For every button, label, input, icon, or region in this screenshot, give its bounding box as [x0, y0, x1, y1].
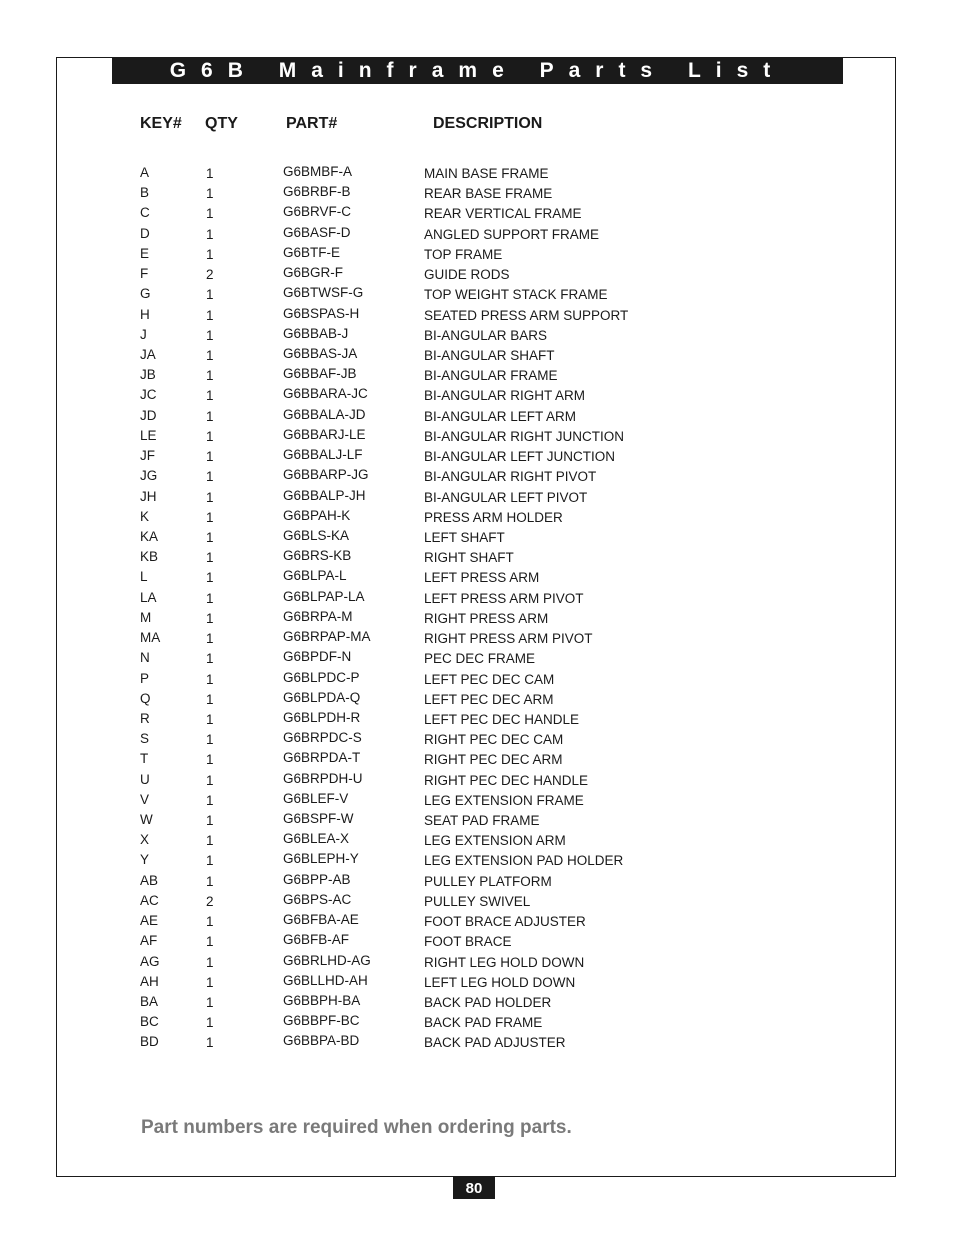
- key-cell: P: [140, 670, 150, 686]
- key-cell: Q: [140, 690, 151, 706]
- qty-cell: 1: [206, 368, 214, 384]
- key-cell: AE: [140, 913, 159, 929]
- description-cell: RIGHT PRESS ARM: [424, 610, 549, 626]
- part-number-cell: G6BRPDH-U: [283, 770, 363, 786]
- header-description: DESCRIPTION: [433, 115, 543, 132]
- qty-cell: 1: [206, 954, 214, 970]
- qty-cell: 1: [206, 711, 214, 727]
- table-row: [0, 508, 954, 528]
- description-cell: TOP WEIGHT STACK FRAME: [424, 287, 608, 303]
- description-cell: PEC DEC FRAME: [424, 651, 536, 667]
- table-row: [0, 225, 954, 245]
- description-cell: SEAT PAD FRAME: [424, 813, 540, 829]
- description-cell: LEFT PRESS ARM: [424, 570, 540, 586]
- part-number-cell: G6BLPDC-P: [283, 669, 360, 685]
- qty-cell: 1: [206, 590, 214, 606]
- description-cell: BI-ANGULAR RIGHT ARM: [424, 388, 586, 404]
- part-number-cell: G6BSPF-W: [283, 811, 354, 827]
- part-number-cell: G6BBAB-J: [283, 325, 349, 341]
- qty-cell: 1: [206, 671, 214, 687]
- part-number-cell: G6BLPDH-R: [283, 709, 361, 725]
- qty-cell: 1: [206, 550, 214, 566]
- key-cell: AC: [140, 892, 159, 908]
- key-cell: G: [140, 286, 151, 302]
- description-cell: BI-ANGULAR BARS: [424, 327, 548, 343]
- table-row: [0, 184, 954, 204]
- description-cell: LEFT PEC DEC ARM: [424, 691, 554, 707]
- table-row: [0, 285, 954, 305]
- qty-cell: 1: [206, 408, 214, 424]
- part-number-cell: G6BGR-F: [283, 265, 344, 281]
- key-cell: JF: [140, 448, 155, 464]
- table-row: [0, 386, 954, 406]
- description-cell: LEFT PRESS ARM PIVOT: [424, 590, 584, 606]
- table-row: [0, 649, 954, 669]
- table-row: [0, 851, 954, 871]
- qty-cell: 1: [206, 166, 214, 181]
- table-row: [0, 204, 954, 224]
- description-cell: LEFT PEC DEC CAM: [424, 671, 555, 687]
- qty-cell: 1: [206, 934, 214, 950]
- table-row: [0, 670, 954, 690]
- table-row: [0, 629, 954, 649]
- key-cell: X: [140, 832, 150, 848]
- table-row: [0, 265, 954, 285]
- qty-cell: 1: [206, 651, 214, 667]
- description-cell: RIGHT PRESS ARM PIVOT: [424, 631, 593, 647]
- qty-cell: 1: [206, 307, 214, 323]
- qty-cell: 1: [206, 792, 214, 808]
- table-row: [0, 710, 954, 730]
- table-row: [0, 690, 954, 710]
- qty-cell: 1: [206, 570, 214, 586]
- table-row: [0, 548, 954, 568]
- key-cell: J: [140, 326, 147, 342]
- part-number-cell: G6BSPAS-H: [283, 305, 360, 321]
- key-cell: U: [140, 771, 150, 787]
- part-number-cell: G6BLEPH-Y: [283, 851, 359, 867]
- part-number-cell: G6BBALA-JD: [283, 406, 366, 422]
- table-row: [0, 892, 954, 912]
- description-cell: LEFT LEG HOLD DOWN: [424, 974, 576, 990]
- part-number-cell: G6BTWSF-G: [283, 285, 364, 301]
- qty-cell: 1: [206, 1035, 214, 1051]
- qty-cell: 2: [206, 893, 214, 909]
- table-row: [0, 447, 954, 467]
- qty-cell: 1: [206, 631, 214, 647]
- description-cell: BI-ANGULAR SHAFT: [424, 347, 555, 363]
- qty-cell: 1: [206, 833, 214, 849]
- part-number-cell: G6BRVF-C: [283, 204, 352, 220]
- description-cell: LEG EXTENSION FRAME: [424, 792, 584, 808]
- key-cell: W: [140, 812, 153, 828]
- table-row: [0, 953, 954, 973]
- qty-cell: 1: [206, 529, 214, 545]
- key-cell: JG: [140, 468, 158, 484]
- key-cell: LE: [140, 427, 157, 443]
- description-cell: LEFT PEC DEC HANDLE: [424, 711, 580, 727]
- qty-cell: 1: [206, 914, 214, 930]
- table-row: [0, 609, 954, 629]
- description-cell: RIGHT PEC DEC HANDLE: [424, 772, 589, 788]
- description-cell: LEFT SHAFT: [424, 529, 505, 545]
- part-number-cell: G6BFBA-AE: [283, 912, 359, 928]
- key-cell: V: [140, 791, 150, 807]
- part-number-cell: G6BASF-D: [283, 224, 351, 240]
- ordering-note: Part numbers are required when ordering parts.: [141, 1117, 572, 1138]
- description-cell: FOOT BRACE ADJUSTER: [424, 914, 586, 930]
- qty-cell: 1: [206, 732, 214, 748]
- part-number-cell: G6BRPAP-MA: [283, 629, 371, 645]
- key-cell: KA: [140, 528, 159, 544]
- description-cell: TOP FRAME: [424, 246, 503, 262]
- qty-cell: 1: [206, 206, 214, 222]
- key-cell: H: [140, 306, 150, 322]
- part-number-cell: G6BPAH-K: [283, 507, 351, 523]
- key-cell: D: [140, 225, 150, 241]
- part-number-cell: G6BBPH-BA: [283, 993, 361, 1009]
- qty-cell: 1: [206, 752, 214, 768]
- qty-cell: 2: [206, 267, 214, 283]
- part-number-cell: G6BBAS-JA: [283, 345, 358, 361]
- part-number-cell: G6BBARJ-LE: [283, 426, 366, 442]
- part-number-cell: G6BLPDA-Q: [283, 689, 361, 705]
- key-cell: JD: [140, 407, 157, 423]
- key-cell: JH: [140, 488, 157, 504]
- description-cell: RIGHT SHAFT: [424, 550, 514, 566]
- description-cell: BACK PAD ADJUSTER: [424, 1035, 566, 1051]
- part-number-cell: G6BBALJ-LF: [283, 447, 363, 463]
- qty-cell: 1: [206, 388, 214, 404]
- header-qty: QTY: [205, 115, 238, 132]
- description-cell: BI-ANGULAR LEFT ARM: [424, 408, 577, 424]
- table-row: [0, 589, 954, 609]
- table-row: [0, 488, 954, 508]
- page-number: 80: [453, 1177, 495, 1199]
- table-row: [0, 973, 954, 993]
- description-cell: BI-ANGULAR FRAME: [424, 368, 558, 384]
- table-row: [0, 1013, 954, 1033]
- key-cell: JA: [140, 346, 156, 362]
- part-number-cell: G6BRLHD-AG: [283, 952, 371, 968]
- part-number-cell: G6BBAF-JB: [283, 366, 357, 382]
- description-cell: GUIDE RODS: [424, 267, 510, 283]
- table-row: [0, 1033, 954, 1053]
- part-number-cell: G6BLLHD-AH: [283, 972, 368, 988]
- part-number-cell: G6BBPA-BD: [283, 1033, 360, 1049]
- table-row: [0, 407, 954, 427]
- key-cell: B: [140, 185, 150, 201]
- key-cell: JC: [140, 387, 157, 403]
- part-number-cell: G6BBALP-JH: [283, 487, 366, 503]
- qty-cell: 1: [206, 347, 214, 363]
- key-cell: Y: [140, 852, 150, 868]
- table-row: [0, 346, 954, 366]
- qty-cell: 1: [206, 287, 214, 303]
- description-cell: ANGLED SUPPORT FRAME: [424, 226, 600, 242]
- part-number-cell: G6BPDF-N: [283, 649, 352, 665]
- table-row: [0, 811, 954, 831]
- qty-cell: 1: [206, 327, 214, 343]
- table-row: [0, 771, 954, 791]
- qty-cell: 1: [206, 469, 214, 485]
- description-cell: BACK PAD FRAME: [424, 1015, 543, 1031]
- qty-cell: 1: [206, 186, 214, 202]
- description-cell: BI-ANGULAR RIGHT PIVOT: [424, 469, 597, 485]
- table-row: [0, 427, 954, 447]
- key-cell: AG: [140, 953, 160, 969]
- key-cell: AB: [140, 872, 159, 888]
- qty-cell: 1: [206, 1015, 214, 1031]
- table-row: [0, 568, 954, 588]
- part-number-cell: G6BLS-KA: [283, 527, 350, 543]
- description-cell: BI-ANGULAR LEFT JUNCTION: [424, 449, 616, 465]
- key-cell: KB: [140, 549, 159, 565]
- qty-cell: 1: [206, 428, 214, 444]
- key-cell: S: [140, 731, 150, 747]
- table-row: [0, 872, 954, 892]
- table-row: [0, 932, 954, 952]
- part-number-cell: G6BTF-E: [283, 244, 341, 260]
- part-number-cell: G6BRPA-M: [283, 608, 353, 624]
- table-row: [0, 750, 954, 770]
- table-row: [0, 993, 954, 1013]
- description-cell: PULLEY SWIVEL: [424, 893, 531, 909]
- qty-cell: 1: [206, 873, 214, 889]
- description-cell: BI-ANGULAR RIGHT JUNCTION: [424, 428, 625, 444]
- qty-cell: 1: [206, 449, 214, 465]
- description-cell: RIGHT LEG HOLD DOWN: [424, 954, 585, 970]
- qty-cell: 1: [206, 772, 214, 788]
- key-cell: MA: [140, 630, 161, 646]
- qty-cell: 1: [206, 246, 214, 262]
- key-cell: F: [140, 266, 149, 282]
- key-cell: BD: [140, 1034, 159, 1050]
- description-cell: BI-ANGULAR LEFT PIVOT: [424, 489, 588, 505]
- table-row: [0, 831, 954, 851]
- part-number-cell: G6BBARP-JG: [283, 467, 369, 483]
- qty-cell: 1: [206, 995, 214, 1011]
- key-cell: AF: [140, 933, 158, 949]
- table-row: [0, 245, 954, 265]
- key-cell: JB: [140, 367, 156, 383]
- qty-cell: 1: [206, 813, 214, 829]
- key-cell: LA: [140, 589, 157, 605]
- qty-cell: 1: [206, 853, 214, 869]
- description-cell: REAR BASE FRAME: [424, 186, 553, 202]
- key-cell: BA: [140, 994, 159, 1010]
- qty-cell: 1: [206, 489, 214, 505]
- header-key: KEY#: [140, 115, 182, 132]
- table-row: [0, 791, 954, 811]
- key-cell: AH: [140, 973, 159, 989]
- key-cell: K: [140, 508, 150, 524]
- table-row: [0, 306, 954, 326]
- description-cell: REAR VERTICAL FRAME: [424, 206, 582, 222]
- description-cell: SEATED PRESS ARM SUPPORT: [424, 307, 629, 323]
- key-cell: E: [140, 245, 150, 261]
- description-cell: MAIN BASE FRAME: [424, 166, 549, 181]
- part-number-cell: G6BRPDA-T: [283, 750, 361, 766]
- key-cell: C: [140, 205, 150, 221]
- key-cell: A: [140, 165, 150, 180]
- part-number-cell: G6BLEA-X: [283, 831, 350, 847]
- part-number-cell: G6BLEF-V: [283, 790, 349, 806]
- part-number-cell: G6BPP-AB: [283, 871, 351, 887]
- description-cell: FOOT BRACE: [424, 934, 512, 950]
- description-cell: RIGHT PEC DEC ARM: [424, 752, 563, 768]
- description-cell: BACK PAD HOLDER: [424, 995, 552, 1011]
- part-number-cell: G6BRS-KB: [283, 548, 352, 564]
- table-row: [0, 467, 954, 487]
- header-part: PART#: [286, 115, 338, 132]
- part-number-cell: G6BLPA-L: [283, 568, 347, 584]
- description-cell: LEG EXTENSION PAD HOLDER: [424, 853, 624, 869]
- key-cell: R: [140, 710, 150, 726]
- part-number-cell: G6BFB-AF: [283, 932, 350, 948]
- key-cell: T: [140, 751, 149, 767]
- part-number-cell: G6BMBF-A: [283, 164, 353, 179]
- part-number-cell: G6BRBF-B: [283, 184, 351, 200]
- table-row: [0, 912, 954, 932]
- description-cell: PULLEY PLATFORM: [424, 873, 552, 889]
- key-cell: L: [140, 569, 148, 585]
- qty-cell: 1: [206, 974, 214, 990]
- table-row: [0, 730, 954, 750]
- qty-cell: 1: [206, 226, 214, 242]
- part-number-cell: G6BLPAP-LA: [283, 588, 365, 604]
- table-row: [0, 164, 954, 184]
- part-number-cell: G6BRPDC-S: [283, 730, 362, 746]
- part-number-cell: G6BPS-AC: [283, 891, 352, 907]
- key-cell: N: [140, 650, 150, 666]
- description-cell: PRESS ARM HOLDER: [424, 509, 563, 525]
- qty-cell: 1: [206, 509, 214, 525]
- key-cell: BC: [140, 1014, 159, 1030]
- table-row: [0, 366, 954, 386]
- qty-cell: 1: [206, 691, 214, 707]
- part-number-cell: G6BBARA-JC: [283, 386, 368, 402]
- table-row: [0, 528, 954, 548]
- description-cell: LEG EXTENSION ARM: [424, 833, 566, 849]
- table-row: [0, 326, 954, 346]
- page-title: G6B Mainframe Parts List: [112, 58, 843, 84]
- qty-cell: 1: [206, 610, 214, 626]
- description-cell: RIGHT PEC DEC CAM: [424, 732, 564, 748]
- key-cell: M: [140, 609, 152, 625]
- part-number-cell: G6BBPF-BC: [283, 1013, 360, 1029]
